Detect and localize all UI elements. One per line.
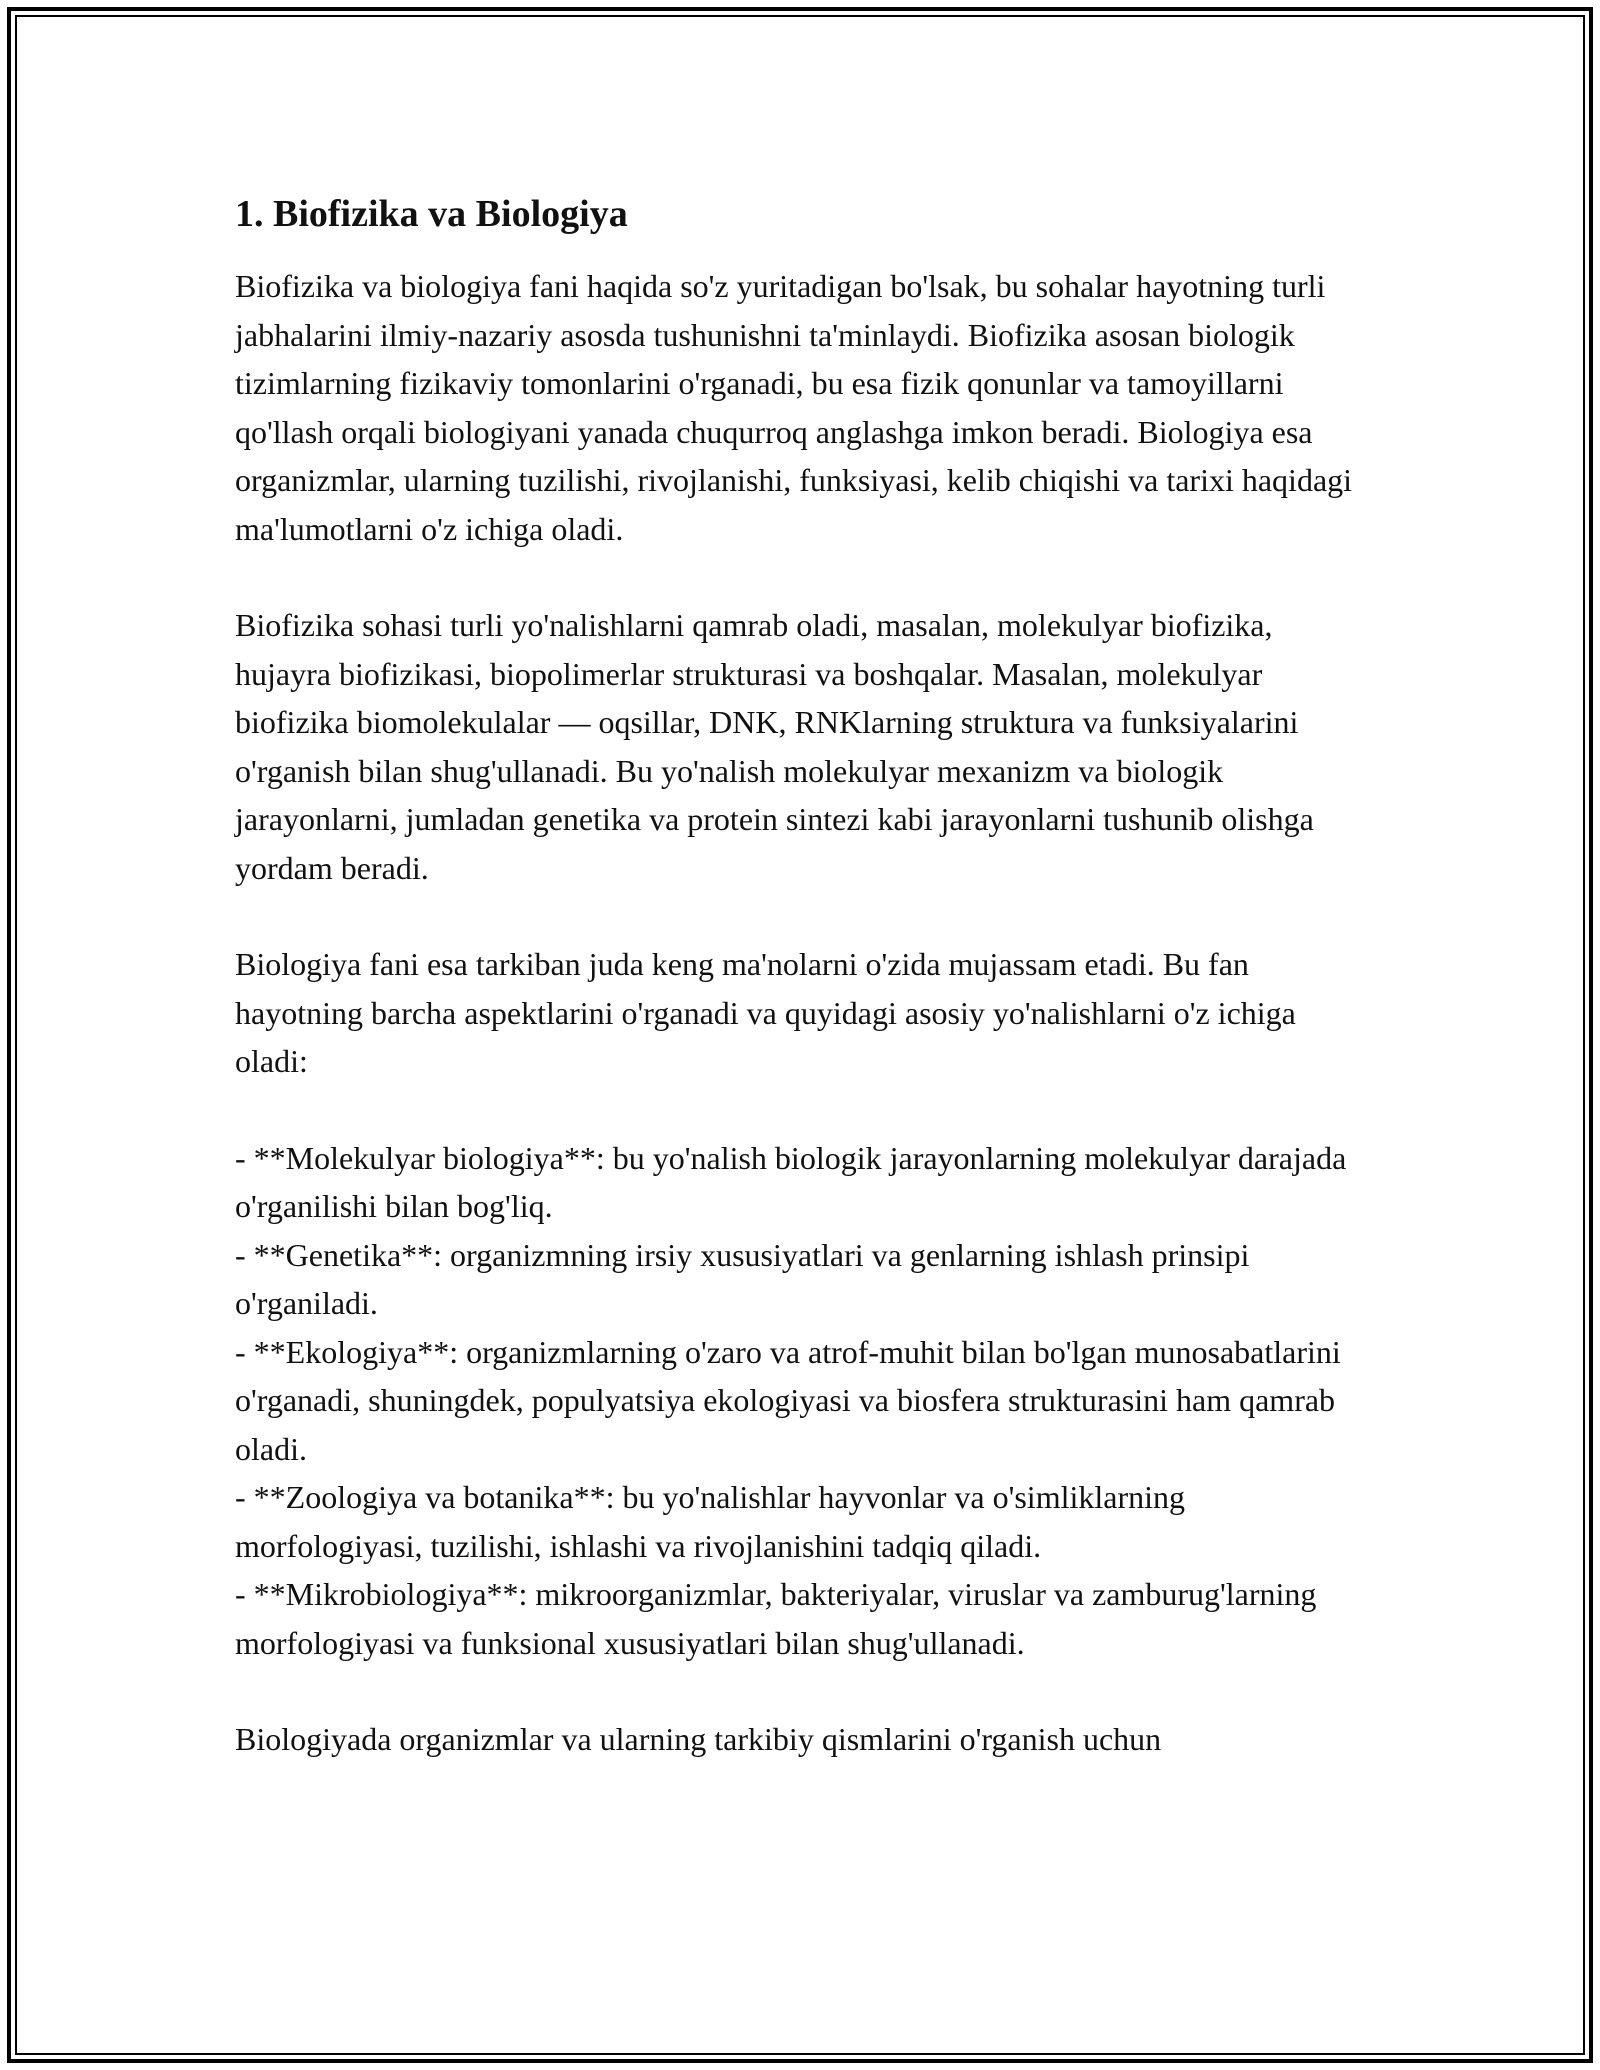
branches-list bbox=[235, 1134, 1375, 1668]
paragraph-biophysics: Biofizika sohasi turli yo'nalishlarni qamrab oladi, masalan, molekulyar biofizika, hujayra biofizikasi, biopolimerlar strukturasi va boshqalar. Masalan, molekulyar biofizika biomolekulalar — oqsillar, DNK, RNKlarning struktura va funksiyalarini o'rganish bilan shug'ullanadi. Bu yo'nalish molekulyar mexanizm va biologik jarayonlarni, jumladan genetika va protein sintezi kabi jarayonlarni tushunib olishga yordam beradi. bbox=[235, 607, 1314, 886]
paragraph-biology: Biologiya fani esa tarkiban juda keng ma'nolarni o'zida mujassam etadi. Bu fan hayotning barcha aspektlarini o'rganadi va quyidagi asosiy yo'nalishlarni o'z ichiga oladi: bbox=[235, 946, 1296, 1079]
paragraph-closing: Biologiyada organizmlar va ularning tarkibiy qismlarini o'rganish uchun bbox=[235, 1721, 1162, 1757]
section-heading: 1. Biofizika va Biologiya bbox=[235, 193, 628, 235]
list-item: - **Zoologiya va botanika**: bu yo'nalishlar hayvonlar va o'simliklarning morfologiyasi, tuzilishi, ishlashi va rivojlanishini tadqiq qiladi. bbox=[235, 1479, 1185, 1564]
document-body bbox=[235, 188, 1375, 1812]
paragraph-intro: Biofizika va biologiya fani haqida so'z yuritadigan bo'lsak, bu sohalar hayotning turli jabhalarini ilmiy-nazariy asosda tushunishni ta'minlaydi. Biofizika asosan biologik tizimlarning fizikaviy tomonlarini o'rganadi, bu esa fizik qonunlar va tamoyillarni qo'llash orqali biologiyani yanada chuqurroq anglashga imkon beradi. Biologiya esa organizmlar, ularning tuzilishi, rivojlanishi, funksiyasi, kelib chiqishi va tarixi haqidagi ma'lumotlarni o'z ichiga oladi. bbox=[235, 268, 1353, 547]
list-item: - **Genetika**: organizmning irsiy xususiyatlari va genlarning ishlash prinsipi o'rganiladi. bbox=[235, 1236, 1250, 1321]
list-item: - **Molekulyar biologiya**: bu yo'nalish biologik jarayonlarning molekulyar darajada o'rganilishi bilan bog'liq. bbox=[235, 1139, 1347, 1224]
list-item: - **Mikrobiologiya**: mikroorganizmlar, bakteriyalar, viruslar va zamburug'larning morfologiyasi va funksional xususiyatlari bilan shug'ullanadi. bbox=[235, 1576, 1317, 1661]
list-item: - **Ekologiya**: organizmlarning o'zaro va atrof-muhit bilan bo'lgan munosabatlarini o'rganadi, shuningdek, populyatsiya ekologiyasi va biosfera strukturasini ham qamrab oladi. bbox=[235, 1333, 1341, 1467]
